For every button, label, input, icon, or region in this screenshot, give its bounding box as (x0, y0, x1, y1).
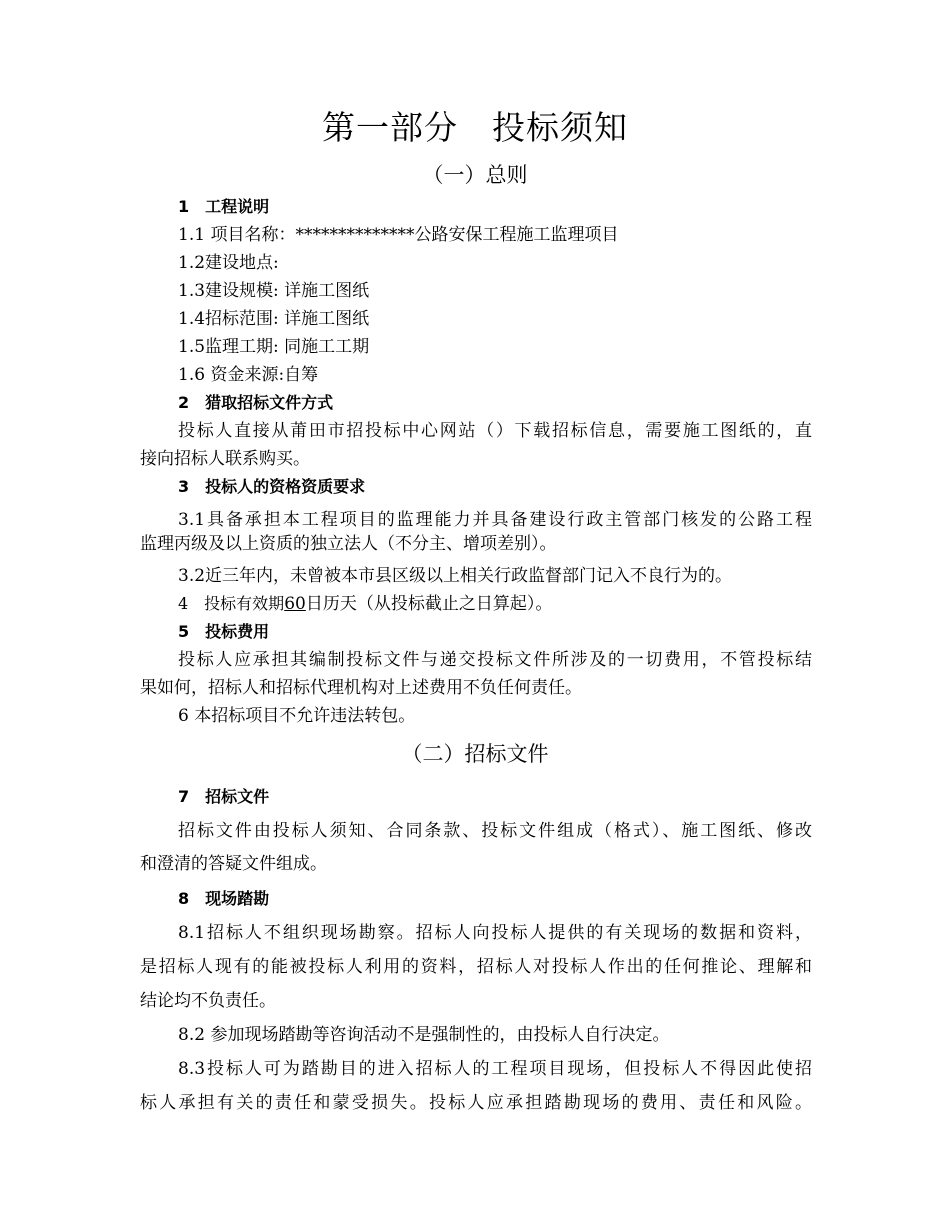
clause-8-1-line2: 是招标人现有的能被投标人利用的资料，招标人对投标人作出的任何推论、理解和 (140, 957, 812, 977)
clause-8-3-line1: 8.3投标人可为踏勘目的进入招标人的工程项目现场，但投标人不得因此使招 (178, 1059, 812, 1079)
clause-3-1-line1: 3.1具备承担本工程项目的监理能力并具备建设行政主管部门核发的公路工程 (178, 510, 812, 530)
section-heading-general: （一）总则 (422, 163, 528, 187)
clause-8-heading: 8 现场踏勘 (178, 889, 270, 908)
clause-7-paragraph-line2: 和澄清的答疑文件组成。 (140, 854, 327, 874)
clause-1-heading: 1 工程说明 (178, 197, 270, 216)
clause-2-heading: 2 猎取招标文件方式 (178, 393, 334, 412)
section-heading-tender-docs: （二）招标文件 (401, 742, 549, 766)
clause-1-6: 1.6 资金来源:自筹 (178, 365, 319, 385)
clause-2-paragraph-line1: 投标人直接从莆田市招投标中心网站（）下载招标信息，需要施工图纸的，直 (178, 421, 812, 441)
clause-7-heading: 7 招标文件 (178, 787, 270, 806)
clause-2-paragraph-line2: 接向招标人联系购买。 (140, 449, 310, 469)
clause-8-1-line1: 8.1招标人不组织现场勘察。招标人向投标人提供的有关现场的数据和资料， (178, 923, 812, 943)
clause-5-paragraph-line2: 果如何，招标人和招标代理机构对上述费用不负任何责任。 (140, 678, 582, 698)
clause-3-heading: 3 投标人的资格资质要求 (178, 477, 366, 496)
clause-8-3-line2: 标人承担有关的责任和蒙受损失。投标人应承担踏勘现场的费用、责任和风险。 (140, 1093, 812, 1113)
clause-1-1: 1.1 项目名称：**************公路安保工程施工监理项目 (178, 225, 619, 245)
clause-3-2: 3.2近三年内，未曾被本市县区级以上相关行政监督部门记入不良行为的。 (178, 566, 733, 586)
clause-1-4: 1.4招标范围: 详施工图纸 (178, 309, 370, 329)
clause-8-1-line3: 结论均不负责任。 (140, 991, 276, 1011)
clause-1-5: 1.5监理工期: 同施工工期 (178, 337, 370, 357)
clause-3-1-line2: 监理丙级及以上资质的独立法人（不分主、增项差别）。 (140, 534, 557, 554)
clause-4 (178, 593, 552, 615)
clause-4-prefix: 4 投标有效期 (178, 594, 285, 613)
document-title: 第一部分 投标须知 (322, 108, 628, 147)
validity-days: 60 (284, 594, 306, 614)
clause-7-paragraph-line1: 招标文件由投标人须知、合同条款、投标文件组成（格式）、施工图纸、修改 (178, 821, 812, 841)
clause-1-3: 1.3建设规模: 详施工图纸 (178, 281, 370, 301)
clause-5-heading: 5 投标费用 (178, 622, 270, 641)
clause-4-suffix: 日历天（从投标截止之日算起）。 (305, 594, 553, 614)
clause-5-paragraph-line1: 投标人应承担其编制投标文件与递交投标文件所涉及的一切费用，不管投标结 (178, 650, 812, 670)
clause-6: 6 本招标项目不允许违法转包。 (178, 706, 416, 726)
clause-1-2: 1.2建设地点: (178, 253, 279, 273)
clause-8-2: 8.2 参加现场踏勘等咨询活动不是强制性的，由投标人自行决定。 (178, 1025, 670, 1045)
